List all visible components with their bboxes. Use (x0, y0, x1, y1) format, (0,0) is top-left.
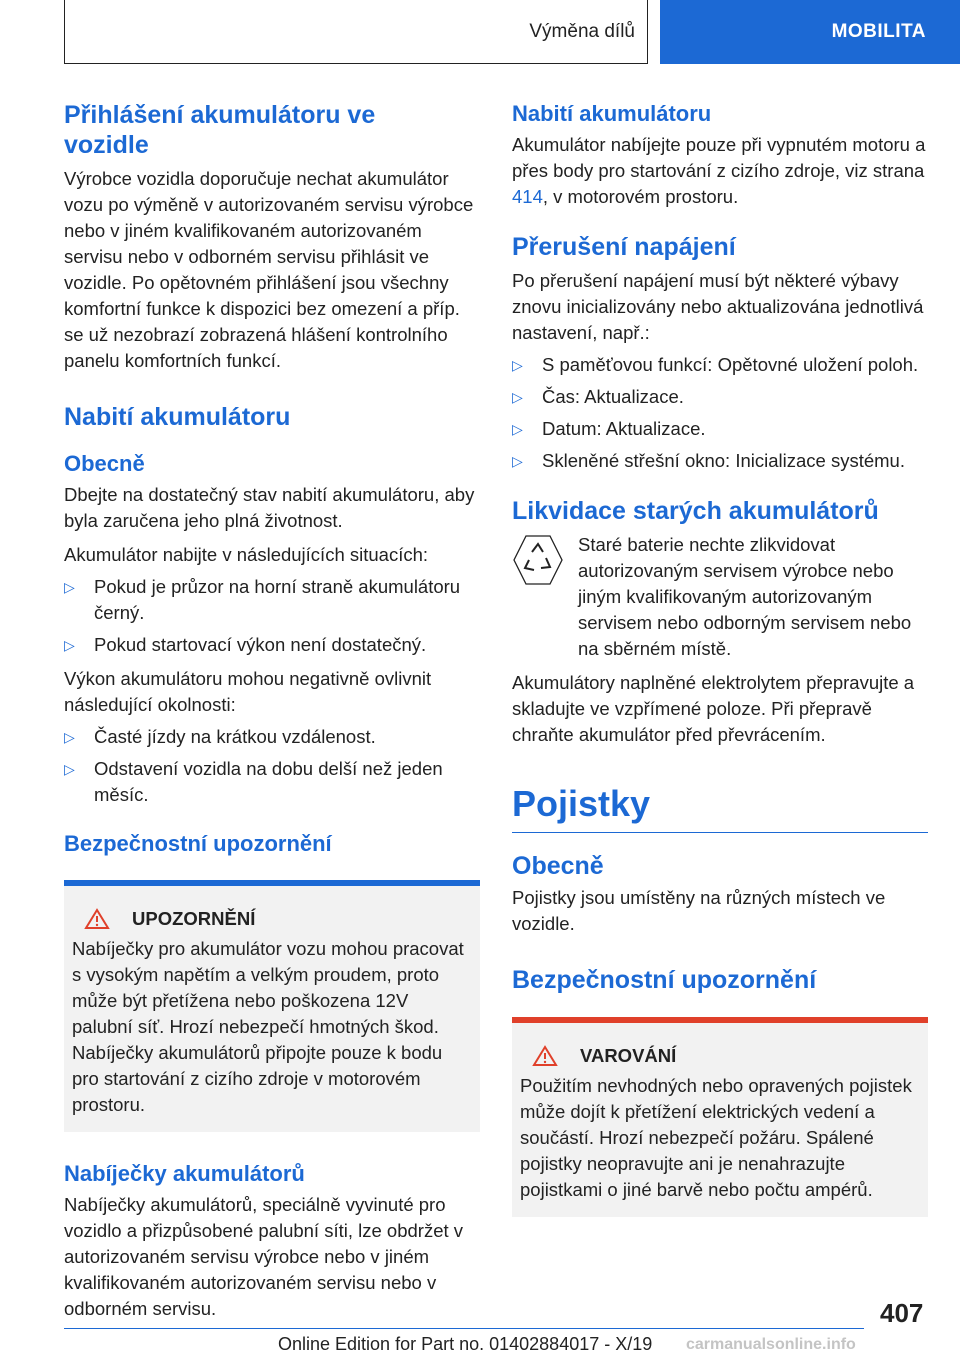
list-item: ▷ Odstavení vozidla na dobu delší než jeden měsíc. (64, 758, 443, 805)
footer-edition: Online Edition for Part no. 01402884017 - X/19 (278, 1334, 653, 1354)
triangle-bullet-icon: ▷ (512, 453, 523, 469)
factors-list (64, 724, 480, 808)
list-item: ▷ S paměťovou funkcí: Opětovné uložení poloh. (512, 352, 928, 378)
left-column (64, 100, 480, 1322)
warning-triangle-icon (532, 1045, 558, 1067)
text-general-1: Dbejte na dostatečný stav nabití akumulátoru, aby byla zaručena jeho plná životnost. (64, 484, 475, 531)
heading-power-interruption: Přerušení napájení (512, 233, 736, 261)
heading-safety-right: Bezpečnostní upozornění (512, 966, 817, 994)
right-column (512, 100, 928, 1217)
triangle-bullet-icon: ▷ (512, 357, 523, 373)
watermark: carmanualsonline.info (686, 1336, 856, 1353)
caution-text: Nabíječky pro akumulátor vozu mohou pracovat s vysokým napětím a velkým proudem, proto může být přetížena nebo poškozena 12V palubní síť. Hrozí nebezpečí hmotných škod. Nabíječky akumulátorů připojte pouze k bodu pro startování z cizího zdroje v motorovém prostoru. (72, 938, 464, 1115)
text-charging-right: Akumulátor nabíjejte pouze při vypnutém motoru a přes body pro startování z cizího zdroje, viz strana 414, v motorovém prostoru. (512, 134, 926, 207)
heading-disposal: Likvidace starých akumulátorů (512, 497, 879, 525)
heading-battery-charging: Nabití akumulátoru (64, 403, 291, 431)
warning-title: VAROVÁNÍ (520, 1045, 920, 1067)
warning-text: Použitím nevhodných nebo opravených pojistek může dojít k přetížení elektrických vedení a součástí. Hrozí nebezpečí požáru. Spálené pojistky neopravujte ani je nenahrazujte pojistkami o jiné barvě nebo počtu ampérů. (520, 1075, 912, 1200)
triangle-bullet-icon: ▷ (64, 579, 75, 595)
recycle-icon (512, 534, 564, 586)
warning-triangle-icon (84, 908, 110, 930)
text-battery-login: Výrobce vozidla doporučuje nechat akumulátor vozu po výměně v autorizovaném servisu výrobce nebo v jiném kvalifikovaném autorizovaném servisu nebo v odborném servisu přihlásit ve vozidle. Po opětovném přihlášení jsou všechny komfortní funkce k dispozici bez omezení a příp. se už nezobrazí zobrazená hlášení kontrolního panelu komfortních funkcí. (64, 168, 474, 371)
text-general-2: Akumulátor nabijte v následujících situacích: (64, 544, 429, 565)
list-item: ▷ Časté jízdy na krátkou vzdálenost. (64, 724, 480, 750)
text-disposal: Staré baterie nechte zlikvidovat autorizovaným servisem výrobce nebo jiným kvalifikovaným autorizovaným servisem nebo odborným servisem nebo na sběrném místě. (578, 534, 912, 659)
triangle-bullet-icon: ▷ (64, 761, 75, 777)
heading-chargers: Nabíječky akumulátorů (64, 1161, 305, 1186)
heading-general-right: Obecně (512, 852, 604, 880)
heading-battery-login: Přihlášení akumulátoru ve vozidle (64, 101, 376, 159)
page-link-414[interactable]: 414 (512, 186, 543, 207)
caution-title: UPOZORNĚNÍ (72, 908, 472, 930)
warning-box (512, 1017, 928, 1217)
triangle-bullet-icon: ▷ (64, 637, 75, 653)
list-item: ▷ Skleněné střešní okno: Inicializace systému. (512, 448, 928, 474)
header-section-label: Výměna dílů (529, 20, 635, 42)
list-item: ▷ Pokud startovací výkon není dostatečný. (64, 632, 480, 658)
triangle-bullet-icon: ▷ (64, 729, 75, 745)
triangle-bullet-icon: ▷ (512, 389, 523, 405)
caution-box (64, 880, 480, 1132)
page-number: 407 (880, 1298, 924, 1328)
heading-charging-right: Nabití akumulátoru (512, 101, 712, 126)
header-section-tab (64, 0, 648, 64)
text-general-right: Pojistky jsou umístěny na různých místech ve vozidle. (512, 887, 886, 934)
heading-general: Obecně (64, 451, 145, 476)
heading-safety-left: Bezpečnostní upozornění (64, 831, 332, 856)
charge-situations-list (64, 574, 480, 658)
list-item: ▷ Datum: Aktualizace. (512, 416, 928, 442)
text-factors: Výkon akumulátoru mohou negativně ovlivnit následující okolnosti: (64, 668, 432, 715)
text-chargers: Nabíječky akumulátorů, speciálně vyvinuté pro vozidlo a přizpůsobené palubní síti, lze obdržet v autorizovaném servisu výrobce nebo v jiném kvalifikovaném autorizovaném servisu nebo v odborném servisu. (64, 1194, 464, 1319)
heading-fuses: Pojistky (512, 783, 651, 824)
text-power-interruption: Po přerušení napájení musí být některé výbavy znovu inicializovány nebo aktualizována jednotlivá nastavení, např.: (512, 270, 924, 343)
header-chapter-label: MOBILITA (831, 21, 926, 42)
list-item: ▷ Čas: Aktualizace. (512, 384, 928, 410)
triangle-bullet-icon: ▷ (512, 421, 523, 437)
list-item: ▷ Pokud je průzor na horní straně akumulátoru černý. (64, 576, 461, 623)
heading-rule (512, 832, 928, 833)
disposal-block (512, 532, 928, 662)
header-chapter-tab[interactable] (660, 0, 960, 64)
footer-rule (64, 1328, 864, 1329)
text-disposal-2: Akumulátory naplněné elektrolytem přepravujte a skladujte ve vzpřímené poloze. Při přepravě chraňte akumulátor před převrácením. (512, 672, 915, 745)
reinit-list (512, 352, 928, 474)
